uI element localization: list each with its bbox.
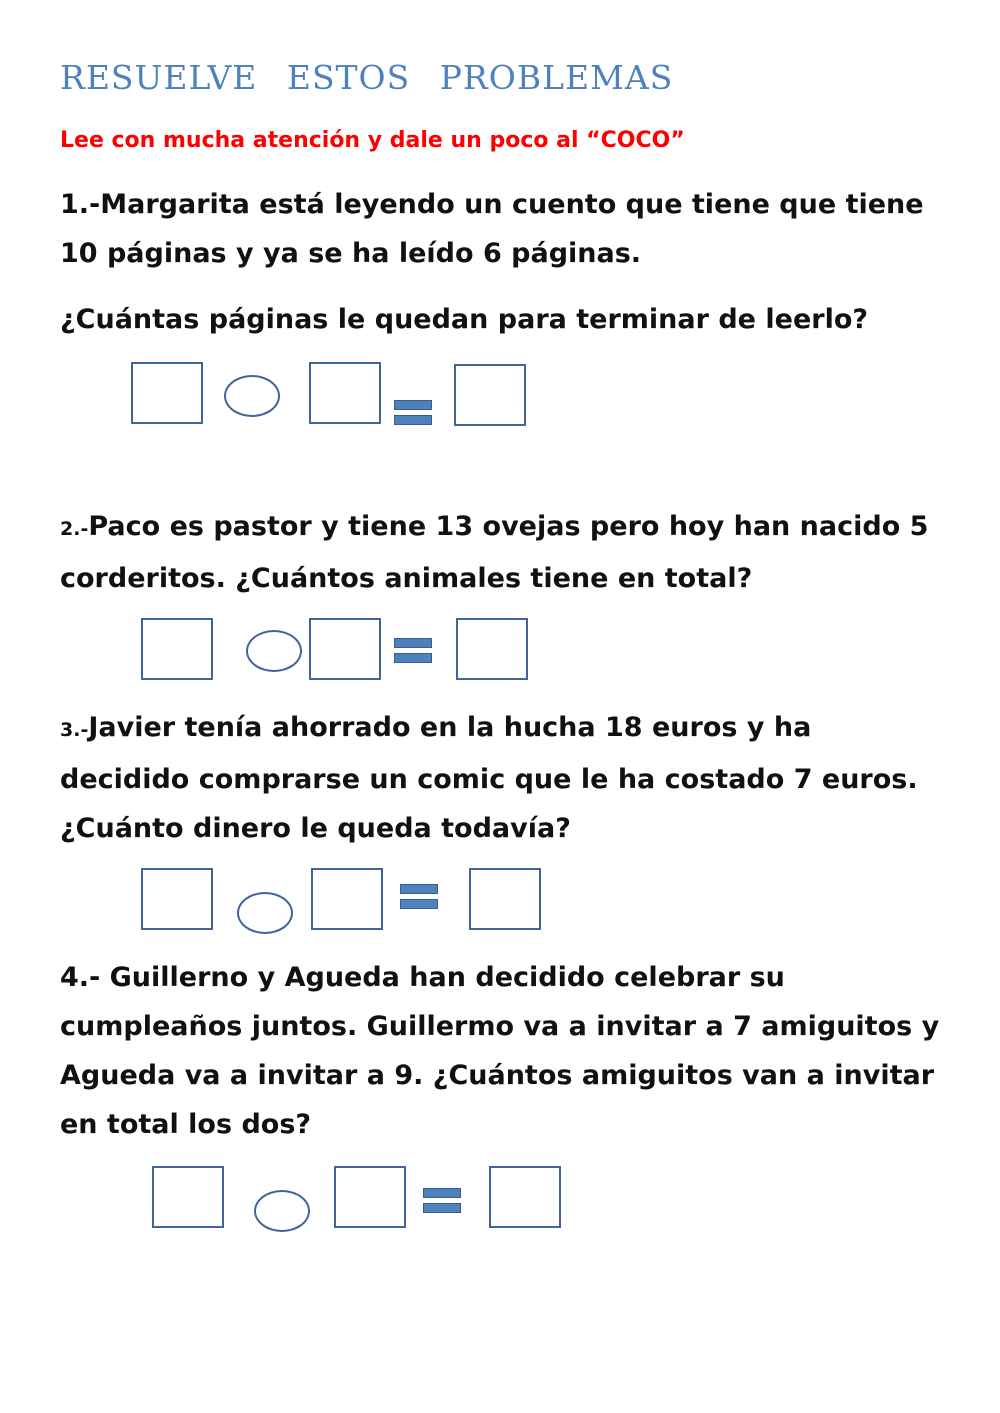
operator-oval[interactable] [254,1190,310,1232]
operand-1-box[interactable] [131,362,203,424]
worksheet-instructions: Lee con mucha atención y dale un poco al “COCO” [60,128,685,153]
problem-1-question: ¿Cuántas páginas le quedan para terminar de leerlo? [60,304,869,335]
operator-oval[interactable] [224,375,280,417]
equals-sign-icon [400,884,438,910]
operator-oval[interactable] [246,630,302,672]
problem-4-statement [60,953,940,1149]
result-box[interactable] [469,868,541,930]
problem-3-number: 3.- [60,719,89,741]
operand-2-box[interactable] [334,1166,406,1228]
result-box[interactable] [454,364,526,426]
problem-4-number: 4.- [60,962,101,993]
problem-2-number: 2.- [60,518,89,540]
problem-2-statement [60,502,940,603]
problem-4-text: Guillerno y Agueda han decidido celebrar su cumpleaños juntos. Guillermo va a invitar a 7 amiguitos y Agueda va a invitar a 9. ¿Cuántos amiguitos van a invitar en total los dos? [60,962,940,1140]
result-box[interactable] [489,1166,561,1228]
problem-1-text: Margarita está leyendo un cuento que tiene que tiene 10 páginas y ya se ha leído 6 páginas. [60,189,924,269]
operand-2-box[interactable] [309,618,381,680]
problem-3-statement [60,703,940,853]
operand-2-box[interactable] [311,868,383,930]
problem-1-statement [60,180,940,278]
equals-sign-icon [423,1188,461,1214]
operator-oval[interactable] [237,892,293,934]
problem-2-text: Paco es pastor y tiene 13 ovejas pero hoy han nacido 5 corderitos. ¿Cuántos animales tiene en total? [60,511,929,594]
problem-3-text: Javier tenía ahorrado en la hucha 18 euros y ha decidido comprarse un comic que le ha costado 7 euros. ¿Cuánto dinero le queda todavía? [60,712,918,844]
operand-1-box[interactable] [152,1166,224,1228]
problem-1-number: 1.- [60,189,101,220]
equals-sign-icon [394,638,432,664]
equals-sign-icon [394,400,432,426]
worksheet-title: RESUELVE ESTOS PROBLEMAS [60,58,674,97]
operand-1-box[interactable] [141,868,213,930]
result-box[interactable] [456,618,528,680]
operand-1-box[interactable] [141,618,213,680]
operand-2-box[interactable] [309,362,381,424]
